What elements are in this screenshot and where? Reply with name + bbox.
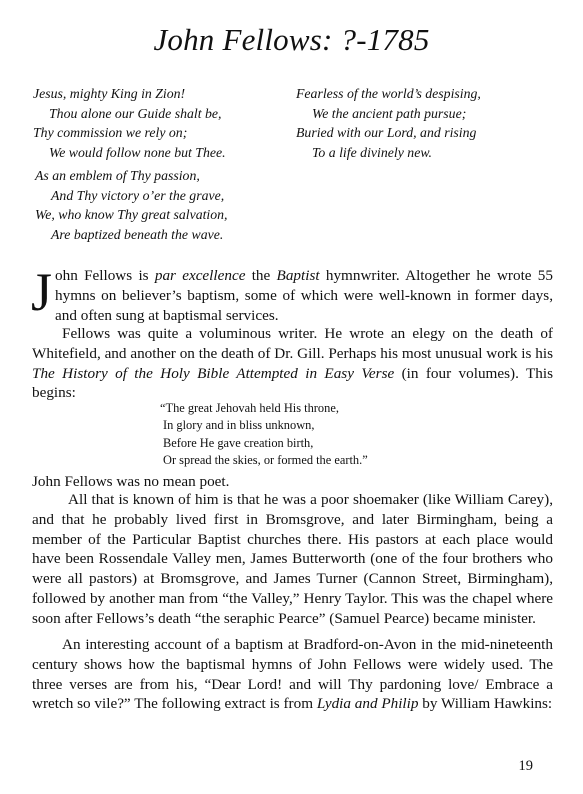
- paragraph-text: [32, 635, 553, 714]
- text-run: (in four volumes). This begins:: [32, 364, 553, 402]
- emphasis-text: Baptist: [276, 267, 320, 284]
- text-run: by William Hawkins:: [418, 695, 553, 713]
- hymn-line: Thy commission we rely on;: [33, 125, 188, 141]
- text-run: the: [245, 267, 277, 284]
- book-title: Lydia and Philip: [316, 695, 419, 713]
- hymn-line: Jesus, mighty King in Zion!: [33, 86, 186, 101]
- page-number: 19: [518, 758, 533, 774]
- quote-line: In glory and in bliss unknown,: [163, 418, 315, 433]
- hymn-verse-1: [33, 84, 226, 162]
- quote-line: “The great Jehovah held His throne,: [160, 401, 339, 415]
- paragraph-biography: All that is known of him is that he was a poor shoemaker (like William Carey), and that he probably lived first in Bromsgrove, and later Birmingham, being a member of the Particular Baptist churches there. His pastors at each place would have been Rossendale Valley men, James Butterworth (one of the four brothers who were all pastors) at Bromsgrove, and James Turner (Cannon Street, Birmingham), followed by another man from “the Valley,” Henry Taylor. This was the chapel where soon after Fellows’s death “the seraphic Pearce” (Samuel Pearce) became minister.: [32, 491, 553, 627]
- hymn-line: Thou alone our Guide shalt be,: [49, 105, 222, 121]
- paragraph-intro: [31, 262, 553, 325]
- page-title: John Fellows: ?-1785: [153, 22, 430, 57]
- hymn-verse-2: [296, 84, 481, 162]
- text-run: An interesting account of a baptism at Bradford-on-Avon in the mid-nineteenth century shows how the baptismal hymns of John Fellows were widely used. The three verses are from his, “Dear Lord! and will Thy pardoning love/ Embrace a wretch so vile?” The following extract is from: [32, 636, 553, 713]
- text-run: ohn Fellows is: [55, 267, 155, 284]
- hymn-line: And Thy victory o’er the grave,: [51, 187, 225, 203]
- hymn-line: Buried with our Lord, and rising: [296, 125, 477, 141]
- text-run: Fellows was quite a voluminous writer. He wrote an elegy on the death of Whitefield, and another on the death of Dr. Gill. Perhaps his most unusual work is his: [32, 325, 553, 362]
- verse-quote: [160, 400, 368, 470]
- hymn-line: We, who know Thy great salvation,: [35, 207, 228, 223]
- paragraph-text: [32, 324, 553, 403]
- hymn-line: Fearless of the world’s despising,: [296, 86, 481, 101]
- text-run: hymnwriter. Altogether he wrote 55 hymns on believer’s baptism, some of which were well-known in former days, and often sung at baptismal services.: [55, 267, 553, 324]
- paragraph-writings: [32, 324, 553, 403]
- quote-line: Before He gave creation birth,: [163, 435, 314, 450]
- hymn-verse-3: [35, 166, 228, 244]
- hymn-line: We the ancient path pursue;: [312, 105, 467, 121]
- hymn-line: As an emblem of Thy passion,: [35, 168, 200, 183]
- hymn-line: Are baptized beneath the wave.: [51, 226, 224, 242]
- emphasis-text: par excellence: [154, 267, 246, 284]
- paragraph-poet: John Fellows was no mean poet.: [32, 473, 230, 490]
- drop-cap: J: [31, 262, 53, 322]
- book-title: The History of the Holy Bible Attempted in Easy Verse: [32, 364, 395, 382]
- paragraph-baptism-account: [32, 635, 553, 714]
- paragraph-text: [31, 262, 553, 325]
- quote-line: Or spread the skies, or formed the earth.”: [163, 453, 368, 468]
- hymn-line: We would follow none but Thee.: [49, 144, 226, 160]
- hymn-line: To a life divinely new.: [312, 144, 432, 160]
